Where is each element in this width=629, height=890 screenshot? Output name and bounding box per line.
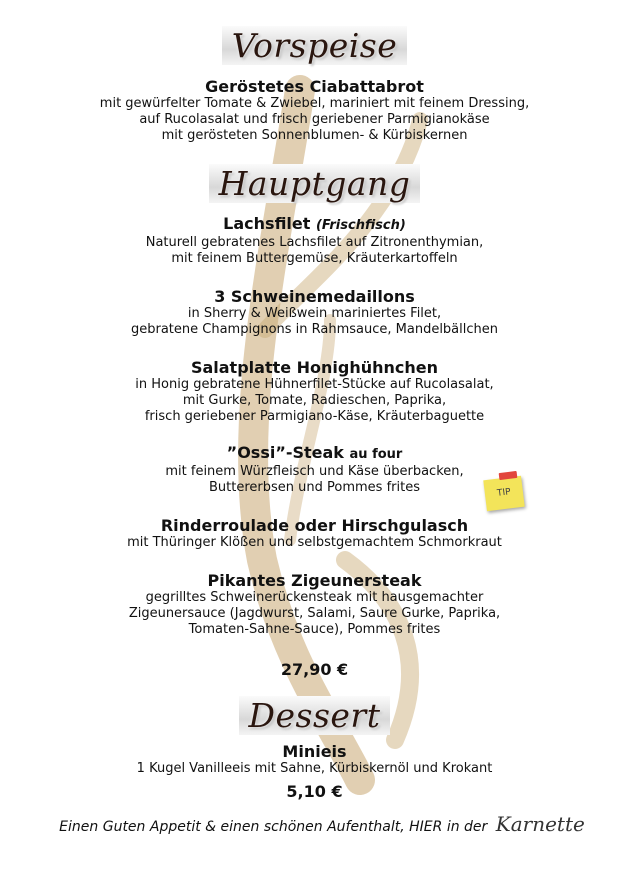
item-title: ”Ossi”-Steak [226,443,344,462]
item-desc-line: in Sherry & Weißwein mariniertes Filet, [187,306,442,321]
main-course-price: 27,90 € [280,660,349,679]
item-desc-line: Zigeunersauce (Jagdwurst, Salami, Saure Gurke, Paprika, [128,606,501,621]
item-desc-line: Naturell gebratenes Lachsfilet auf Zitronenthymian, [145,235,484,250]
item-desc-line: mit gewürfelter Tomate & Zwiebel, mariniert mit feinem Dressing, [99,96,530,111]
item-desc-line: gegrilltes Schweinerückensteak mit hausgemachter [145,590,484,605]
item-desc-line: in Honig gebratene Hühnerfilet-Stücke auf Rucolasalat, [135,377,494,392]
item-title-suffix: au four [349,447,403,462]
karnette-logo: Karnette [495,812,585,836]
item-desc-line: gebratene Champignons in Rahmsauce, Mandelbällchen [130,322,498,337]
item-desc-line: mit Gurke, Tomate, Radieschen, Paprika, [182,393,447,408]
item-title: Geröstetes Ciabattabrot [205,77,424,96]
item-title: Rinderroulade oder Hirschgulasch [160,516,469,535]
section-heading-starter: Vorspeise [0,26,629,65]
item-title: Minieis [282,742,347,761]
menu-item-salatplatte [0,358,629,425]
menu-item-lachsfilet [0,214,629,267]
menu-item-ossi-steak [0,443,629,496]
item-desc-line: auf Rucolasalat und frisch geriebener Parmigianokäse [139,112,490,127]
dessert-price: 5,10 € [286,782,343,801]
item-desc-line: mit feinem Buttergemüse, Kräuterkartoffeln [171,251,458,266]
item-title: Lachsfilet [223,214,311,233]
item-desc-line: mit gerösteten Sonnenblumen- & Kürbiskernen [161,128,468,143]
menu-item-rinderroulade [0,516,629,551]
item-note: (Frischfisch) [315,218,406,233]
item-title: Pikantes Zigeunersteak [207,571,422,590]
section-heading-dessert: Dessert [0,696,629,735]
menu-item-schweinemedaillons [0,287,629,338]
item-desc-line: Tomaten-Sahne-Sauce), Pommes frites [188,622,441,637]
menu-item-zigeunersteak [0,571,629,638]
item-desc-line: mit Thüringer Klößen und selbstgemachtem Schmorkraut [127,535,502,550]
item-title: 3 Schweinemedaillons [214,287,415,306]
item-desc-line: 1 Kugel Vanilleeis mit Sahne, Kürbiskernöl und Krokant [136,761,493,776]
item-title: Salatplatte Honighühnchen [190,358,439,377]
menu-item-starter [0,77,629,144]
item-desc-line: mit feinem Würzfleisch und Käse überbacken, [165,464,464,479]
footer [22,812,622,836]
section-heading-main: Hauptgang [0,164,629,203]
footer-text: Einen Guten Appetit & einen schönen Aufenthalt, HIER in der [59,819,488,835]
tip-sticky-note: TIP [483,476,524,511]
item-desc-line: Buttererbsen und Pommes frites [209,480,420,495]
menu-item-minieis [0,742,629,777]
item-desc-line: frisch geriebener Parmigiano-Käse, Kräuterbaguette [144,409,485,424]
